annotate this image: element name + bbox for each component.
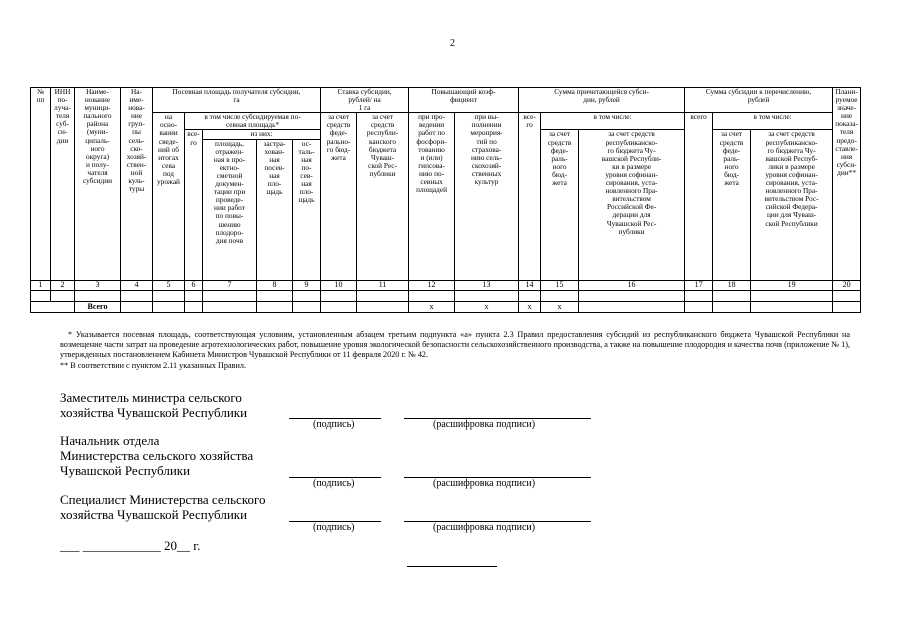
header-no: № пп	[31, 88, 51, 281]
header-district: Наиме- нование муници- пального района (муни- ципаль- ного округа) и полу- чателя субсидии	[75, 88, 121, 281]
header-remaining: ос- таль- ная по- сев- ная пло- щадь	[293, 139, 321, 280]
header-transfer-total: всего	[685, 113, 713, 280]
decode-caption: (расшифровка подписи)	[433, 419, 536, 430]
column-number: 4	[121, 280, 153, 290]
column-number: 8	[257, 280, 293, 290]
decode-caption: (расшифровка подписи)	[433, 522, 536, 533]
header-due-incl: в том числе:	[541, 113, 685, 130]
header-coef-works: при про- ведении работ по фосфори- тованию и (или) гипсова- нию по- севных площадей	[409, 113, 455, 280]
column-number: 20	[833, 280, 861, 290]
header-rate-federal: за счет средств феде- рально- го бюд- жета	[321, 113, 357, 280]
column-number: 10	[321, 280, 357, 290]
column-number: 1	[31, 280, 51, 290]
header-coef-insurance: при вы- полнении мероприя- тий по страхова- нию сель- скохозяй- ственных культур	[455, 113, 519, 280]
header-rate-republic: за счет средств республи- канского бюджета Чуваш- ской Рес- публики	[357, 113, 409, 280]
footnote-2: ** В соответствии с пунктом 2.11 указанных Правил.	[60, 361, 247, 370]
header-due-republic: за счет средств республиканско- го бюджета Чу- вашской Республи- ки в размере уровня софинан- сирования, уста- новленного Пра- вительством Российской Фе- дерации для Чувашской Рес- публики	[579, 130, 685, 280]
column-number: 18	[713, 280, 751, 290]
total-row: Всего x x x x	[31, 301, 861, 312]
footnote-1: * Указывается посевная площадь, соответствующая условиям, установленным абзацем третьим подпункта «а» пункта 2.3 Правил предоставления субсидий из республиканского бюджета Чувашской Республики на возмещение части затрат на проведение агротехнологических работ, повышение уровня экологической безопасности сельскохозяйственного производства, а также на повышение плодородия и качества почв (приложение № 1), утвержденных постановлением Кабинета Министров Чувашской Республики от 11 февраля 2020 г. № 42.	[60, 330, 850, 360]
header-incl-subsidized: в том числе субсидируемая по- севная площадь*	[185, 113, 321, 130]
subsidy-table	[30, 87, 861, 313]
column-number: 7	[203, 280, 257, 290]
total-label: Всего	[75, 301, 121, 312]
column-number: 6	[185, 280, 203, 290]
header-area-total: все- го	[185, 130, 203, 280]
column-number: 15	[541, 280, 579, 290]
header-transfer-sum: Сумма субсидии к перечислению, рублей	[685, 88, 833, 113]
header-due-total: все- го	[519, 113, 541, 280]
header-due-sum: Сумма причитающейся субси- дии, рублей	[519, 88, 685, 113]
signature-caption: (подпись)	[313, 522, 355, 533]
signer-title-deputy-minister: Заместитель министра сельского хозяйства Чувашской Республики	[60, 390, 248, 420]
date-line: ___ ____________ 20__ г.	[60, 538, 201, 553]
header-sown-area: Посевная площадь получателя субсидии, га	[153, 88, 321, 113]
column-number: 5	[153, 280, 185, 290]
signature-caption: (подпись)	[313, 419, 355, 430]
header-due-federal: за счет средств феде- раль- ного бюд- жета	[541, 130, 579, 280]
header-transfer-incl: в том числе:	[713, 113, 833, 130]
column-number: 16	[579, 280, 685, 290]
header-area-reflected: площадь, отражен- ная в про- ектно- сметной докумен- тации при проведе- нии работ по повы- шению плодоро- дия почв	[203, 139, 257, 280]
header-inn: ИНН по- луча- теля суб- си- дии	[51, 88, 75, 281]
column-number: 12	[409, 280, 455, 290]
header-insured: застра- хован- ная посев- ная пло- щадь	[257, 139, 293, 280]
header-of-which: из них:	[203, 130, 321, 139]
page-number: 2	[450, 38, 455, 49]
column-number: 11	[357, 280, 409, 290]
column-number-row	[31, 280, 861, 290]
header-based-on: на осно- вании сведе- ний об итогах сева под урожай	[153, 113, 185, 280]
column-number: 2	[51, 280, 75, 290]
header-coef: Повышающий коэф- фициент	[409, 88, 519, 113]
signature-caption: (подпись)	[313, 478, 355, 489]
header-planned: Плани- руемое значе- ние показа- теля предо- ставле- ния субси- дии**	[833, 88, 861, 281]
header-transfer-republic: за счет средств республиканско- го бюджета Чу- вашской Респуб- лики в размере уровня софинан- сирования, уста- новленного Пра- вительством Рос- сийской Федера- ции для Чуваш- ской Республики	[751, 130, 833, 280]
bottom-rule	[407, 566, 497, 567]
header-transfer-federal: за счет средств феде- раль- ного бюд- жета	[713, 130, 751, 280]
column-number: 17	[685, 280, 713, 290]
column-number: 3	[75, 280, 121, 290]
column-number: 19	[751, 280, 833, 290]
decode-caption: (расшифровка подписи)	[433, 478, 536, 489]
column-number: 14	[519, 280, 541, 290]
table-row	[31, 290, 861, 301]
column-number: 13	[455, 280, 519, 290]
column-number: 9	[293, 280, 321, 290]
signer-title-specialist: Специалист Министерства сельского хозяйства Чувашской Республики	[60, 492, 266, 522]
signer-title-department-head: Начальник отдела Министерства сельского хозяйства Чувашской Республики	[60, 433, 254, 478]
header-crop-group: На- име- нова- ние груп- пы сель- ско- хозяй- ствен- ной куль- туры	[121, 88, 153, 281]
header-rate: Ставка субсидии, рублей/ на 1 га	[321, 88, 409, 113]
